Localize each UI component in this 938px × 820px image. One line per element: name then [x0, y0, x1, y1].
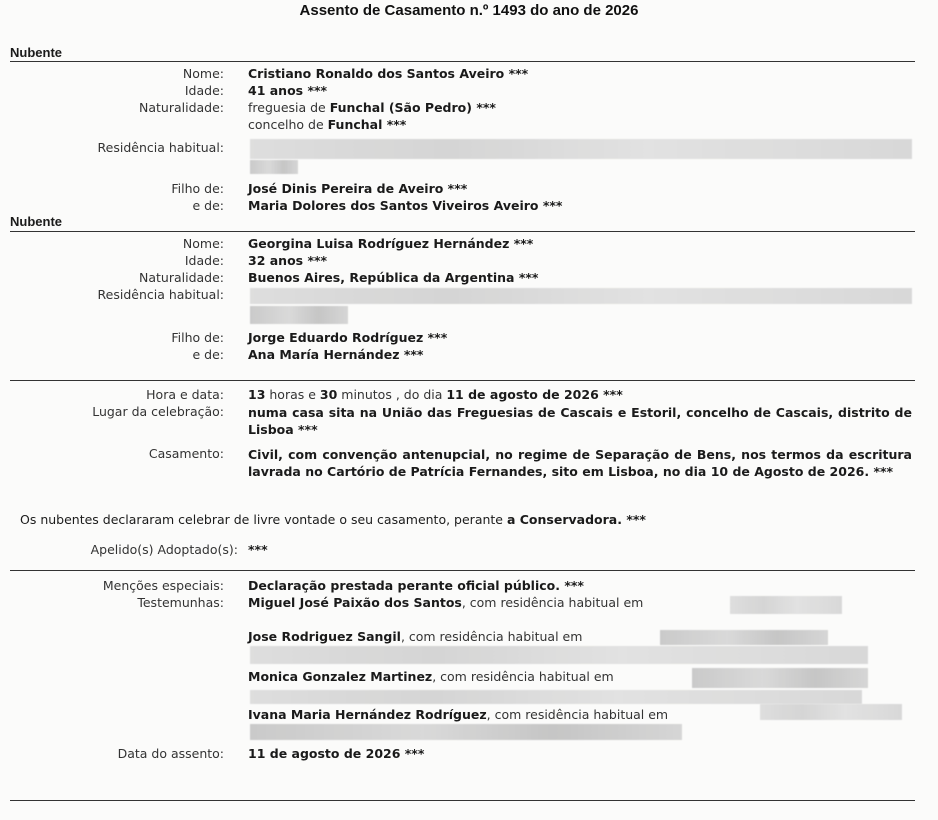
- ceremony-time-label: Hora e data:: [146, 387, 224, 402]
- groom-mother: Maria Dolores dos Santos Viveiros Aveiro ***: [248, 198, 563, 213]
- witness-3: Monica Gonzalez Martinez, com residência habitual em: [248, 669, 614, 684]
- bride-father-label: Filho de:: [171, 330, 224, 345]
- bride-residence-label: Residência habitual:: [97, 287, 224, 302]
- groom-residence-label: Residência habitual:: [97, 140, 224, 155]
- groom-rule: [10, 61, 915, 62]
- ceremony-type: Civil, com convenção antenupcial, no regime de Separação de Bens, nos termos da escritura lavrada no Cartório de Patrícia Fernandes, sito em Lisboa, no dia 10 de Agosto de 2026. ***: [248, 447, 912, 479]
- groom-age-label: Idade:: [184, 83, 224, 98]
- bride-birthplace: Buenos Aires, República da Argentina ***: [248, 270, 539, 285]
- bride-rule: [10, 231, 915, 232]
- witness-2: Jose Rodriguez Sangil, com residência habitual em: [248, 629, 583, 644]
- bride-father: Jorge Eduardo Rodríguez ***: [248, 330, 448, 345]
- redacted-block: [692, 668, 868, 688]
- groom-heading: Nubente: [10, 45, 62, 60]
- witnesses-label: Testemunhas:: [137, 595, 224, 610]
- redacted-block: [250, 646, 868, 664]
- bride-name-label: Nome:: [182, 236, 224, 251]
- groom-birthplace: freguesia de Funchal (São Pedro) ***: [248, 100, 496, 115]
- groom-father: José Dinis Pereira de Aveiro ***: [248, 181, 468, 196]
- bride-birthplace-label: Naturalidade:: [138, 270, 224, 285]
- redacted-block: [760, 704, 902, 720]
- ceremony-place-label: Lugar da celebração:: [92, 404, 224, 419]
- groom-municipality: concelho de Funchal ***: [248, 117, 407, 132]
- mentions-rule: [10, 570, 915, 571]
- mentions-value: Declaração prestada perante oficial público. ***: [248, 578, 584, 593]
- redacted-block: [250, 139, 912, 159]
- mentions-label: Menções especiais:: [102, 578, 224, 593]
- ceremony-type-label: Casamento:: [148, 446, 224, 461]
- groom-father-label: Filho de:: [171, 181, 224, 196]
- groom-name-label: Nome:: [182, 66, 224, 81]
- groom-age: 41 anos ***: [248, 83, 328, 98]
- registry-date: 11 de agosto de 2026 ***: [248, 746, 425, 761]
- surname-value: ***: [248, 542, 268, 557]
- redacted-block: [660, 630, 828, 645]
- groom-birthplace-label: Naturalidade:: [138, 100, 224, 115]
- ceremony-place: numa casa sita na União das Freguesias de Cascais e Estoril, concelho de Cascais, distrito de Lisboa ***: [248, 405, 912, 437]
- bride-mother-label: e de:: [192, 347, 224, 362]
- redacted-block: [250, 160, 298, 174]
- bride-name: Georgina Luisa Rodríguez Hernández ***: [248, 236, 534, 251]
- surname-label: Apelido(s) Adoptado(s):: [90, 542, 238, 557]
- footer-rule: [10, 800, 915, 801]
- witness-1: Miguel José Paixão dos Santos, com residência habitual em: [248, 595, 644, 610]
- bride-heading: Nubente: [10, 214, 62, 229]
- document-title: Assento de Casamento n.º 1493 do ano de 2026: [299, 2, 639, 19]
- redacted-block: [250, 306, 348, 324]
- ceremony-time: 13 horas e 30 minutos , do dia 11 de agosto de 2026 ***: [248, 387, 623, 402]
- bride-age-label: Idade:: [184, 253, 224, 268]
- groom-mother-label: e de:: [192, 198, 224, 213]
- witness-4: Ivana Maria Hernández Rodríguez, com residência habitual em: [248, 707, 669, 722]
- redacted-block: [250, 288, 912, 304]
- bride-age: 32 anos ***: [248, 253, 328, 268]
- registry-date-label: Data do assento:: [117, 746, 224, 761]
- bride-mother: Ana María Hernández ***: [248, 347, 424, 362]
- declaration: Os nubentes declararam celebrar de livre vontade o seu casamento, perante a Conservadora. ***: [20, 512, 646, 527]
- redacted-block: [730, 596, 842, 614]
- ceremony-rule: [10, 380, 915, 381]
- redacted-block: [250, 724, 682, 740]
- redacted-block: [250, 690, 862, 704]
- groom-name: Cristiano Ronaldo dos Santos Aveiro ***: [248, 66, 529, 81]
